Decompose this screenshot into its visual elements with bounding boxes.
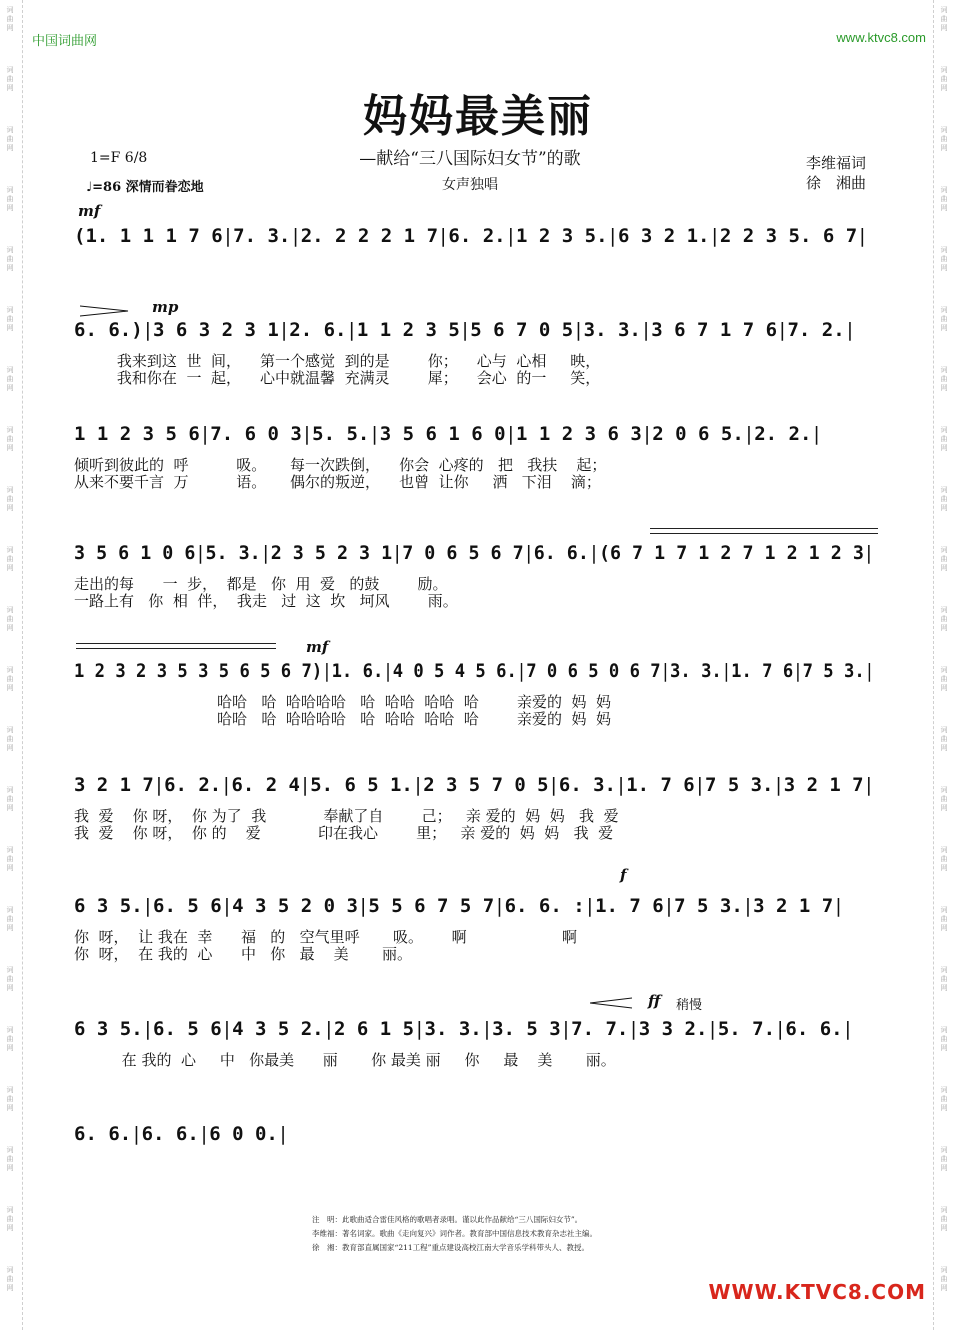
measure: 6. 6. bbox=[785, 1018, 843, 1040]
measure: 2 2 3 5. 6 7 bbox=[719, 225, 858, 247]
note-row bbox=[74, 771, 874, 799]
bar-line: | bbox=[280, 319, 288, 341]
watermark-text: 词 曲 网 bbox=[940, 726, 948, 752]
bar-line: | bbox=[723, 660, 730, 682]
measure: 3. 3. bbox=[670, 660, 722, 682]
bar-line: | bbox=[745, 423, 753, 445]
watermark-text: 词 曲 网 bbox=[940, 846, 948, 872]
watermark-text: 词 曲 网 bbox=[6, 606, 14, 632]
measure: 4 3 5 2 0 3 bbox=[232, 895, 358, 917]
watermark-text: 词 曲 网 bbox=[6, 1206, 14, 1232]
measure: 3 2 1 7 bbox=[753, 895, 834, 917]
lyrics-verse-2: 我 爱 你 呀， 你 的 爱 印在我心 里； 亲 爱的 妈 妈 我 爱 bbox=[74, 824, 614, 842]
measure: 2. 2 2 2 1 7 bbox=[300, 225, 439, 247]
lyrics-verse-1: 我 爱 你 呀， 你 为了 我 奉献了自 己； 亲 爱的 妈 妈 我 爱 bbox=[74, 807, 619, 825]
lyrics-verse-2: 一路上有 你 相 伴， 我走 过 这 坎 坷风 雨。 bbox=[74, 592, 458, 610]
measure: 2 3 5 2 3 1 bbox=[270, 542, 393, 564]
measure: 3. 3. bbox=[583, 319, 641, 341]
watermark-text: 词 曲 网 bbox=[940, 906, 948, 932]
watermark-text: 词 曲 网 bbox=[940, 366, 948, 392]
lyrics-verse-1: 我来到这 世 间， 第一个感觉 到的是 你； 心与 心相 映， bbox=[74, 352, 601, 370]
right-margin-watermark bbox=[933, 0, 956, 1330]
bar-line: | bbox=[223, 895, 231, 917]
bar-line: | bbox=[279, 1123, 287, 1145]
watermark-text: 词 曲 网 bbox=[6, 846, 14, 872]
bar-line: | bbox=[414, 774, 422, 796]
bar-line: | bbox=[586, 895, 594, 917]
measure: 1 1 2 3 5 bbox=[356, 319, 460, 341]
bar-line: | bbox=[292, 225, 299, 247]
measure: 7. 3. bbox=[233, 225, 291, 247]
measure: (1. 1 1 1 7 6 bbox=[74, 225, 223, 247]
watermark-text: 词 曲 网 bbox=[6, 306, 14, 332]
measure: 2. 6. bbox=[289, 319, 347, 341]
footnote-remark: 注 明：此歌曲适合雷佳风格的歌唱者录唱。谨以此作品献给“三八国际妇女节”。 bbox=[312, 1215, 583, 1224]
watermark-text: 词 曲 网 bbox=[940, 1266, 948, 1292]
measure: 7. 2. bbox=[787, 319, 845, 341]
lyrics-verse-1: 倾听到彼此的 呼 吸。 每一次跌倒， 你会 心疼的 把 我扶 起； bbox=[74, 456, 607, 474]
bar-line: | bbox=[866, 660, 873, 682]
measure: 7. 7. bbox=[571, 1018, 629, 1040]
watermark-text: 词 曲 网 bbox=[6, 906, 14, 932]
tempo-marking: ♩=86 深情而眷恋地 bbox=[86, 180, 204, 195]
bar-line: | bbox=[301, 774, 309, 796]
measure: 2 3 5 7 0 5 bbox=[423, 774, 549, 796]
bar-line: | bbox=[844, 1018, 852, 1040]
watermark-text: 词 曲 网 bbox=[6, 1266, 14, 1292]
bar-line: | bbox=[562, 1018, 570, 1040]
bar-line: | bbox=[223, 1018, 231, 1040]
measure: 5. 5. bbox=[312, 423, 370, 445]
watermark-text: 词 曲 网 bbox=[6, 366, 14, 392]
tempo-slower-mark: 稍慢 bbox=[676, 998, 703, 1013]
bar-line: | bbox=[144, 319, 152, 341]
measure: 6. 3. bbox=[558, 774, 616, 796]
bar-line: | bbox=[201, 423, 209, 445]
measure: 4 0 5 4 5 6. bbox=[392, 660, 517, 682]
bar-line: | bbox=[223, 774, 230, 796]
bar-line: | bbox=[200, 1123, 208, 1145]
lyrics-verse-1: 走出的每 一 步， 都是 你 用 爱 的鼓 励。 bbox=[74, 575, 448, 593]
dynamic-f: f bbox=[620, 866, 627, 884]
lyrics-verse-2: 哈哈 哈 哈哈哈哈 哈 哈哈 哈哈 哈 亲爱的 妈 妈 bbox=[74, 710, 612, 728]
beam-line bbox=[650, 533, 878, 534]
measure: 6. 5 6 bbox=[153, 1018, 222, 1040]
bar-line: | bbox=[617, 774, 625, 796]
lyrics-verse-1: 你 呀， 让 我在 幸 福 的 空气里呼 吸。 啊 啊 bbox=[74, 928, 577, 946]
note-row bbox=[74, 222, 868, 250]
bar-line: | bbox=[835, 895, 842, 917]
bar-line: | bbox=[590, 542, 598, 564]
watermark-text: 词 曲 网 bbox=[6, 186, 14, 212]
measure: 5. 7. bbox=[717, 1018, 776, 1040]
bar-line: | bbox=[144, 895, 152, 917]
note-row bbox=[74, 316, 855, 344]
bar-line: | bbox=[461, 319, 469, 341]
bar-line: | bbox=[865, 542, 872, 564]
lyrics-verse-1: 在 我的 心 中 你最美 丽 你 最美 丽 你 最 美 丽。 bbox=[74, 1051, 616, 1069]
beam-line bbox=[650, 528, 878, 529]
bar-line: | bbox=[575, 319, 582, 341]
watermark-text: 词 曲 网 bbox=[940, 606, 948, 632]
watermark-text: 词 曲 网 bbox=[940, 546, 948, 572]
measure: 3 6 3 2 3 1 bbox=[153, 319, 279, 341]
bar-line: | bbox=[359, 895, 367, 917]
lyricist-credit: 李维福词 bbox=[806, 154, 867, 172]
watermark-text: 词 曲 网 bbox=[940, 1146, 948, 1172]
bar-line: | bbox=[630, 1018, 637, 1040]
measure: 1. 7 6 bbox=[731, 660, 794, 682]
bar-line: | bbox=[779, 319, 786, 341]
bar-line: | bbox=[133, 1123, 140, 1145]
note-row bbox=[74, 1120, 288, 1148]
dynamic-ff: ff bbox=[648, 992, 661, 1010]
bar-line: | bbox=[795, 660, 801, 682]
measure: 7 0 6 5 0 6 7 bbox=[526, 660, 661, 682]
song-title: 妈妈最美丽 bbox=[363, 91, 593, 142]
bar-line: | bbox=[813, 423, 820, 445]
bar-line: | bbox=[394, 542, 401, 564]
measure: 6. 6. bbox=[74, 1123, 132, 1145]
watermark-text: 词 曲 网 bbox=[940, 6, 948, 32]
watermark-text: 词 曲 网 bbox=[940, 486, 948, 512]
bar-line: | bbox=[323, 660, 330, 682]
measure: 4 3 5 2. bbox=[232, 1018, 324, 1040]
measure: 6. 5 6 bbox=[153, 895, 222, 917]
measure: 6. 2 4 bbox=[231, 774, 300, 796]
measure: 7 5 3. bbox=[674, 895, 743, 917]
bar-line: | bbox=[846, 319, 854, 341]
measure: 6. 6.) bbox=[74, 319, 143, 341]
bar-line: | bbox=[416, 1018, 423, 1040]
measure: 3 2 1 7 bbox=[74, 774, 154, 796]
watermark-text: 词 曲 网 bbox=[6, 246, 14, 272]
measure: 3 5 6 1 6 0 bbox=[379, 423, 506, 445]
watermark-text: 词 曲 网 bbox=[940, 66, 948, 92]
bar-line: | bbox=[518, 660, 525, 682]
measure: 3. 3. bbox=[424, 1018, 482, 1040]
watermark-text: 词 曲 网 bbox=[940, 126, 948, 152]
watermark-text: 词 曲 网 bbox=[6, 426, 14, 452]
watermark-text: 词 曲 网 bbox=[6, 666, 14, 692]
watermark-text: 词 曲 网 bbox=[6, 486, 14, 512]
measure: 5. 6 5 1. bbox=[310, 774, 413, 796]
bar-line: | bbox=[744, 895, 752, 917]
note-row bbox=[74, 657, 874, 685]
measure: 3 2 1 7 bbox=[783, 774, 864, 796]
measure: 6. 2. bbox=[164, 774, 222, 796]
note-row bbox=[74, 892, 844, 920]
lyrics-verse-2: 你 呀， 在 我的 心 中 你 最 美 丽。 bbox=[74, 945, 413, 963]
measure: 2 6 1 5 bbox=[334, 1018, 415, 1040]
bar-line: | bbox=[711, 225, 718, 247]
bar-line: | bbox=[665, 895, 673, 917]
measure: 6. 2. bbox=[448, 225, 506, 247]
bar-line: | bbox=[197, 542, 204, 564]
site-logo[interactable]: WWW.KTVC8.COM bbox=[708, 1280, 926, 1304]
measure: 6 0 0. bbox=[209, 1123, 278, 1145]
watermark-text: 词 曲 网 bbox=[6, 1026, 14, 1052]
bar-line: | bbox=[709, 1018, 716, 1040]
bar-line: | bbox=[262, 542, 269, 564]
note-row bbox=[74, 420, 822, 448]
measure: 6. 6. bbox=[141, 1123, 199, 1145]
measure: 7 0 6 5 6 7 bbox=[402, 542, 524, 564]
measure: 1 2 3 2 3 5 3 5 6 5 6 7) bbox=[74, 660, 323, 682]
bar-line: | bbox=[662, 660, 669, 682]
bar-line: | bbox=[325, 1018, 333, 1040]
watermark-text: 词 曲 网 bbox=[6, 726, 14, 752]
bar-line: | bbox=[507, 423, 515, 445]
measure: 1 1 2 3 5 6 bbox=[74, 423, 200, 445]
measure: 2. 2. bbox=[754, 423, 812, 445]
bar-line: | bbox=[865, 774, 872, 796]
bar-line: | bbox=[348, 319, 355, 341]
bar-line: | bbox=[525, 542, 532, 564]
composer-credit: 徐 湘曲 bbox=[806, 174, 867, 192]
watermark-text: 词 曲 网 bbox=[6, 786, 14, 812]
site-name[interactable]: 中国词曲网 bbox=[32, 33, 98, 48]
footnote-composer: 徐 湘：教育部直属国家“211工程”重点建设高校江南大学音乐学科带头人、教授。 bbox=[312, 1243, 589, 1252]
bar-line: | bbox=[775, 774, 782, 796]
bar-line: | bbox=[696, 774, 704, 796]
lyrics-verse-1: 哈哈 哈 哈哈哈哈 哈 哈哈 哈哈 哈 亲爱的 妈 妈 bbox=[74, 693, 612, 711]
measure: 7. 6 0 3 bbox=[210, 423, 302, 445]
watermark-text: 词 曲 网 bbox=[940, 186, 948, 212]
bar-line: | bbox=[643, 423, 651, 445]
dynamic-mf-1: mf bbox=[78, 202, 101, 220]
crescendo-hairpin bbox=[590, 996, 634, 1010]
watermark-text: 词 曲 网 bbox=[940, 1086, 948, 1112]
bar-line: | bbox=[224, 225, 232, 247]
measure: 1 1 2 3 6 3 bbox=[516, 423, 642, 445]
measure: 2 0 6 5. bbox=[652, 423, 744, 445]
watermark-text: 词 曲 网 bbox=[6, 1086, 14, 1112]
watermark-text: 词 曲 网 bbox=[940, 426, 948, 452]
measure: 7 5 3. bbox=[705, 774, 774, 796]
measure: 3. 5 3 bbox=[492, 1018, 561, 1040]
bar-line: | bbox=[371, 423, 378, 445]
measure: 6 3 2 1. bbox=[617, 225, 710, 247]
measure: 5. 3. bbox=[205, 542, 261, 564]
bar-line: | bbox=[550, 774, 557, 796]
note-row bbox=[74, 1015, 853, 1043]
bar-line: | bbox=[385, 660, 391, 682]
performance-type: 女声独唱 bbox=[442, 177, 498, 193]
song-subtitle: —献给“三八国际妇女节”的歌 bbox=[359, 149, 581, 169]
watermark-text: 词 曲 网 bbox=[6, 66, 14, 92]
bar-line: | bbox=[496, 895, 503, 917]
watermark-text: 词 曲 网 bbox=[940, 1026, 948, 1052]
measure: 7 5 3. bbox=[802, 660, 865, 682]
bar-line: | bbox=[777, 1018, 784, 1040]
watermark-text: 词 曲 网 bbox=[940, 966, 948, 992]
bar-line: | bbox=[440, 225, 447, 247]
bar-line: | bbox=[507, 225, 515, 247]
left-margin-watermark bbox=[0, 0, 23, 1330]
measure: (6 7 1 7 1 2 7 1 2 1 2 3 bbox=[598, 542, 864, 564]
bar-line: | bbox=[609, 225, 616, 247]
measure: 1. 6. bbox=[331, 660, 384, 682]
bar-line: | bbox=[303, 423, 311, 445]
measure: 6 3 5. bbox=[74, 895, 143, 917]
site-url[interactable]: www.ktvc8.com bbox=[836, 30, 926, 45]
watermark-text: 词 曲 网 bbox=[6, 966, 14, 992]
dynamic-mp: mp bbox=[152, 298, 179, 316]
watermark-text: 词 曲 网 bbox=[940, 1206, 948, 1232]
watermark-text: 词 曲 网 bbox=[6, 546, 14, 572]
note-row bbox=[74, 539, 874, 567]
measure: 6 3 5. bbox=[74, 1018, 143, 1040]
bar-line: | bbox=[144, 1018, 152, 1040]
beam-line bbox=[76, 648, 276, 649]
measure: 1 2 3 5. bbox=[516, 225, 608, 247]
measure: 5 5 6 7 5 7 bbox=[368, 895, 495, 917]
measure: 6. 6. : bbox=[504, 895, 585, 917]
bar-line: | bbox=[155, 774, 163, 796]
lyrics-verse-2: 从来不要千言 万 语。 偶尔的叛逆， 也曾 让你 洒 下泪 滴； bbox=[74, 473, 601, 491]
bar-line: | bbox=[642, 319, 650, 341]
measure: 1. 7 6 bbox=[626, 774, 695, 796]
bar-line: | bbox=[859, 225, 866, 247]
dynamic-mf-2: mf bbox=[306, 638, 329, 656]
measure: 3 3 2. bbox=[638, 1018, 708, 1040]
footnote-lyricist: 李维福：著名词家。歌曲《走向复兴》词作者。教育部中国信息技术教育杂志社主编。 bbox=[312, 1229, 597, 1238]
measure: 6. 6. bbox=[533, 542, 589, 564]
measure: 5 6 7 0 5 bbox=[470, 319, 574, 341]
watermark-text: 词 曲 网 bbox=[6, 126, 14, 152]
watermark-text: 词 曲 网 bbox=[940, 306, 948, 332]
watermark-text: 词 曲 网 bbox=[940, 786, 948, 812]
watermark-text: 词 曲 网 bbox=[940, 666, 948, 692]
measure: 3 5 6 1 0 6 bbox=[74, 542, 196, 564]
watermark-text: 词 曲 网 bbox=[6, 6, 14, 32]
lyrics-verse-2: 我和你在 一 起， 心中就温馨 充满灵 犀； 会心 的一 笑， bbox=[74, 369, 601, 387]
beam-line bbox=[76, 643, 276, 644]
watermark-text: 词 曲 网 bbox=[6, 1146, 14, 1172]
watermark-text: 词 曲 网 bbox=[940, 246, 948, 272]
measure: 3 6 7 1 7 6 bbox=[651, 319, 778, 341]
key-signature: 1=F 6/8 bbox=[90, 150, 148, 166]
measure: 1. 7 6 bbox=[595, 895, 664, 917]
bar-line: | bbox=[483, 1018, 491, 1040]
